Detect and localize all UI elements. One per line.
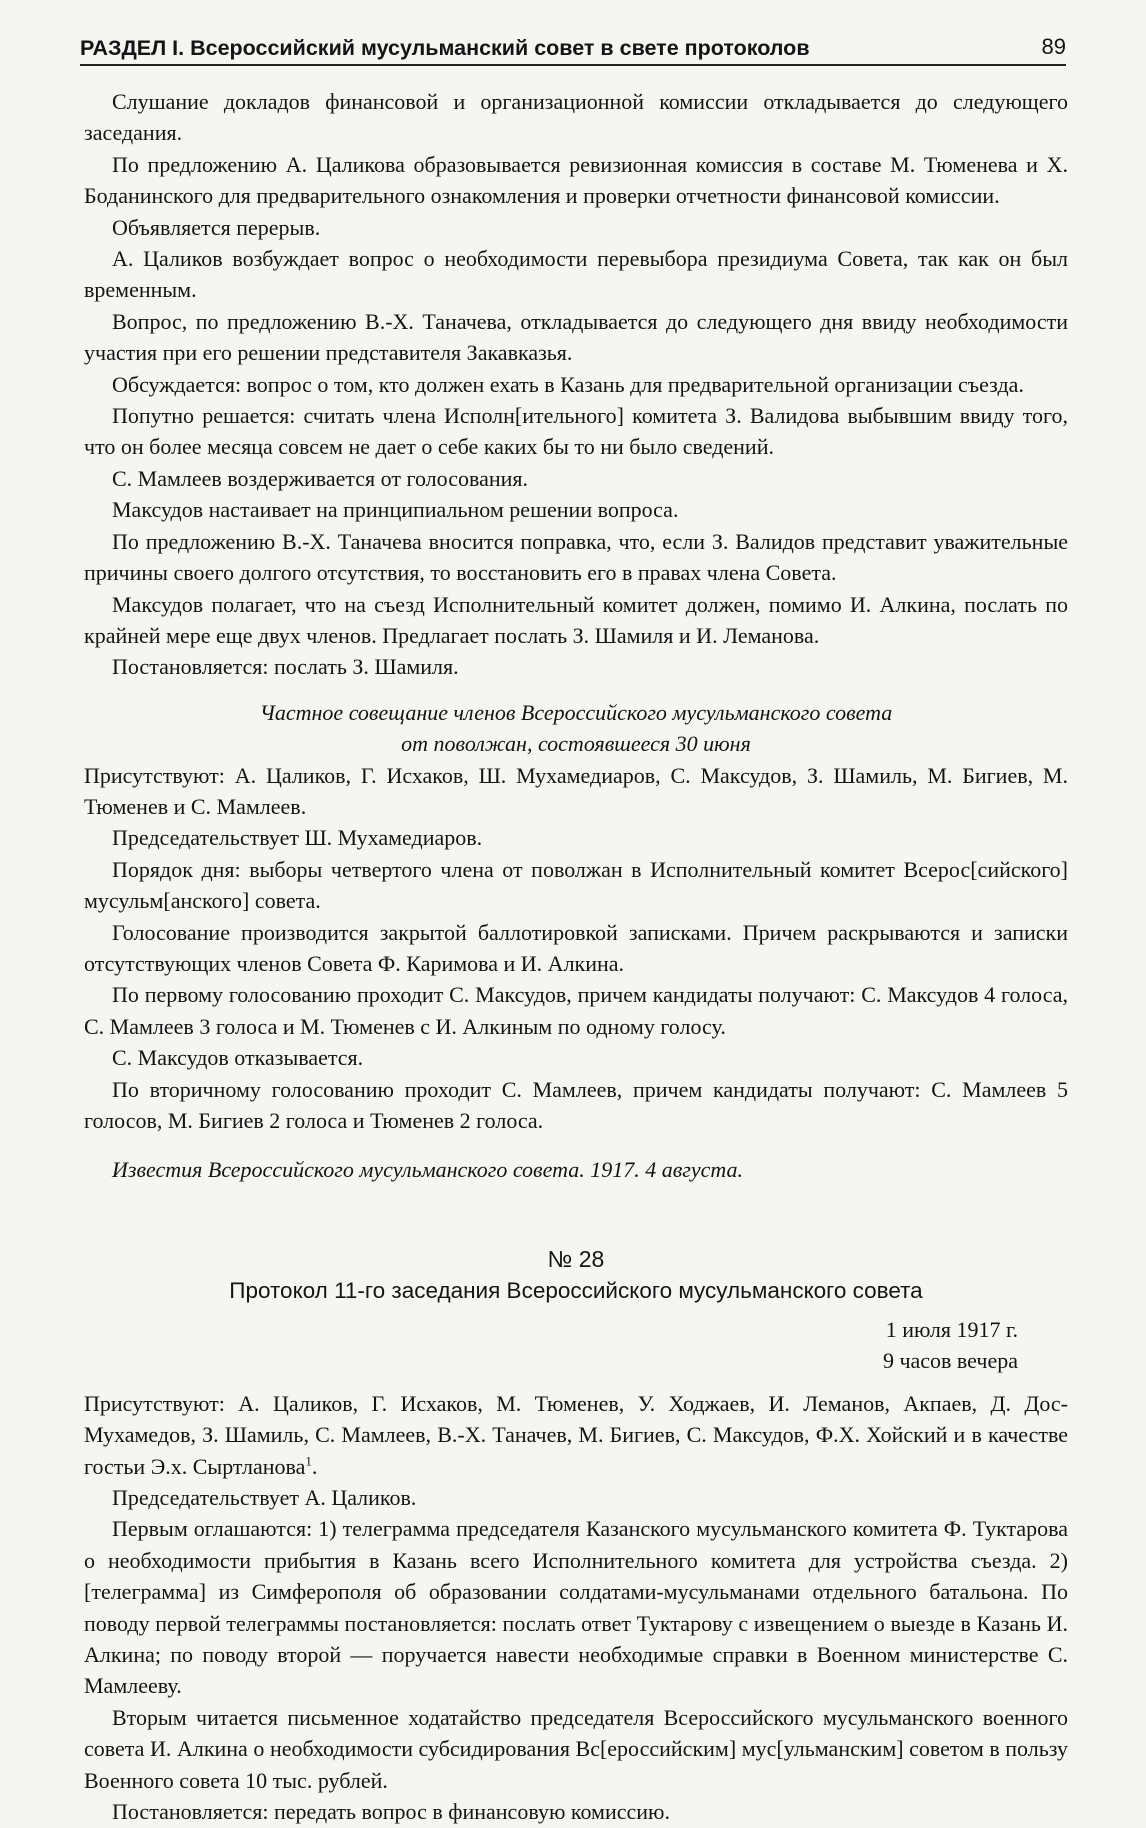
paragraph: С. Мамлеев воздерживается от голосования. <box>112 465 529 491</box>
document-number: № 28 <box>547 1245 605 1272</box>
paragraph: Вторым читается письменное ходатайство председателя Всероссийского мусульманского военного совета И. Алкина о необходимости субсидирования Вс[ероссийским] мус[ульманским] советом в пользу Военного совета 10 тыс. рублей. <box>84 1704 1068 1793</box>
paragraph: Голосование производится закрытой баллотировкой записками. Причем раскрываются и записки отсутствующих членов Совета Ф. Каримова и И. Алкина. <box>84 919 1068 976</box>
paragraph: По предложению А. Цаликова образовывается ревизионная комиссия в составе М. Тюменева и Х. Боданинского для предварительного ознакомления и проверки отчетности финансовой комиссии. <box>84 151 1068 209</box>
paragraph: Первым оглашаются: 1) телеграмма председателя Казанского мусульманского комитета Ф. Туктарова о необходимости прибытия в Казань всего Исполнительного комитета для устройства съезда. 2) [телеграмма] из Симферополя об образовании солдатами-мусульманами отдельного батальона. По поводу первой телеграммы постановляется: послать ответ Туктарову с извещением о выезде в Казань И. Алкина; по поводу второй — поручается навести необходимые справки в Военном министерстве С. Мамлееву. <box>84 1516 1068 1699</box>
paragraph: Обсуждается: вопрос о том, кто должен ехать в Казань для предварительной организации съезда. <box>112 371 1024 397</box>
meeting-title-line-1: Частное совещание членов Всероссийского мусульманского совета <box>259 699 893 725</box>
source-citation: Известия Всероссийского мусульманского совета. 1917. 4 августа. <box>112 1157 744 1183</box>
footnote-marker: 1 <box>305 1453 312 1469</box>
document-title: Протокол 11-го заседания Всероссийского мусульманского совета <box>229 1277 923 1303</box>
section-title: РАЗДЕЛ I. Всероссийский мусульманский совет в свете протоколов <box>80 36 810 60</box>
body-text <box>84 86 1068 1828</box>
date-text: 1 июля 1917 г. <box>885 1316 1018 1342</box>
spacer <box>84 1376 1068 1388</box>
paragraph: Максудов полагает, что на съезд Исполнительный комитет должен, помимо И. Алкина, послать по крайней мере еще двух членов. Предлагает послать З. Шамиля и И. Леманова. <box>84 591 1068 648</box>
spacer <box>84 683 1068 697</box>
attendees-text: Присутствуют: А. Цаликов, Г. Исхаков, М. Тюменев, У. Ходжаев, И. Леманов, Акпаев, Д. Дос-Мухамедов, З. Шамиль, С. Мамлеев, В.-Х. Таначев, М. Бигиев, С. Максудов, Ф.Х. Хойский и в качестве гостьи Э.х. Сыртланова <box>84 1390 1068 1479</box>
paragraph: По вторичному голосованию проходит С. Мамлеев, причем кандидаты получают: С. Мамлеев 5 голосов, М. Бигиев 2 голоса и Тюменев 2 голоса. <box>84 1076 1068 1133</box>
document-date <box>84 1314 1068 1376</box>
running-header <box>80 30 1066 66</box>
paragraph: Вопрос, по предложению В.-Х. Таначева, откладывается до следующего дня ввиду необходимости участия при его решении представителя Закавказья. <box>84 308 1068 366</box>
paragraph: Председательствует Ш. Мухамедиаров. <box>112 825 483 851</box>
paragraph: По первому голосованию проходит С. Максудов, причем кандидаты получают: С. Максудов 4 голоса, С. Мамлеев 3 голоса и М. Тюменев с И. Алкиным по одному голосу. <box>84 982 1068 1039</box>
meeting-attendees: Присутствуют: А. Цаликов, Г. Исхаков, Ш. Мухамедиаров, С. Максудов, З. Шамиль, М. Бигиев, М. Тюменев и С. Мамлеев. <box>84 762 1068 819</box>
paragraph: По предложению В.-Х. Таначева вносится поправка, что, если З. Валидов представит уважительные причины своего долгого отсутствия, то восстановить его в правах члена Совета. <box>84 528 1068 586</box>
attendees-end: . <box>311 1453 318 1479</box>
paragraph: Максудов настаивает на принципиальном решении вопроса. <box>112 497 679 523</box>
paragraph: С. Максудов отказывается. <box>112 1045 364 1071</box>
paragraph: Порядок дня: выборы четвертого члена от поволжан в Исполнительный комитет Всерос[сийского] мусульм[анского] совета. <box>84 856 1068 914</box>
paragraph: Объявляется перерыв. <box>112 214 321 240</box>
paragraph: Постановляется: передать вопрос в финансовую комиссию. <box>112 1799 670 1825</box>
meeting-title-line-2: от поволжан, состоявшееся 30 июня <box>401 731 751 757</box>
time-text: 9 часов вечера <box>882 1347 1018 1373</box>
paragraph: Председательствует А. Цаликов. <box>112 1485 417 1511</box>
paragraph: Слушание докладов финансовой и организационной комиссии откладывается до следующего заседания. <box>84 89 1068 146</box>
page-number: 89 <box>1041 34 1066 59</box>
paragraph: А. Цаликов возбуждает вопрос о необходимости перевыбора президиума Совета, так как он был временным. <box>84 246 1068 303</box>
paragraph: Постановляется: послать З. Шамиля. <box>112 654 459 680</box>
paragraph: Попутно решается: считать члена Исполн[ительного] комитета З. Валидова выбывшим ввиду того, что он более месяца совсем не дает о себе каких бы то ни было сведений. <box>84 403 1068 460</box>
document-attendees <box>84 1388 1068 1482</box>
